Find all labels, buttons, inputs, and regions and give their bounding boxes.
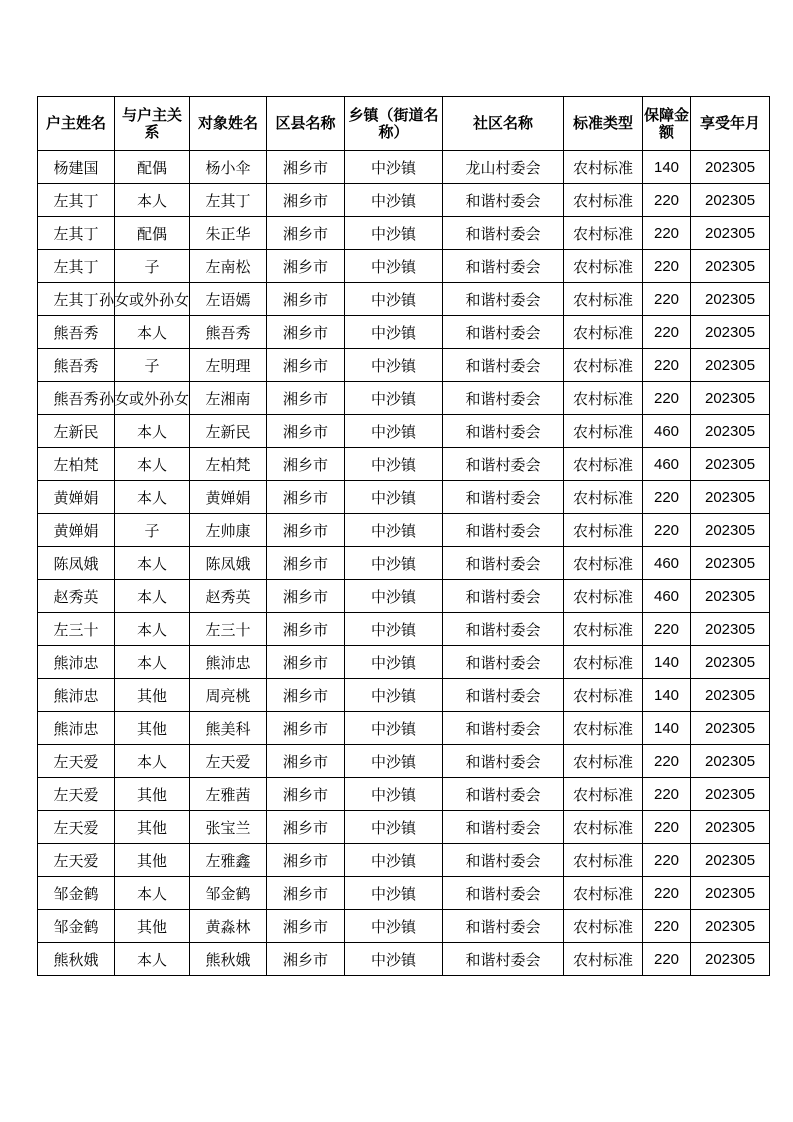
amount-cell: 220 [643, 283, 691, 316]
household-head-cell: 左天爱 [38, 745, 115, 778]
amount-cell: 220 [643, 514, 691, 547]
county-cell: 湘乡市 [267, 877, 345, 910]
county-cell: 湘乡市 [267, 613, 345, 646]
relation-text: 孙女或外孙女 [99, 389, 190, 408]
community-cell: 和谐村委会 [443, 646, 564, 679]
table-row [38, 679, 770, 712]
amount-cell: 140 [643, 679, 691, 712]
town-cell: 中沙镇 [345, 217, 443, 250]
community-cell: 和谐村委会 [443, 283, 564, 316]
county-cell: 湘乡市 [267, 415, 345, 448]
relation-cell: 本人 [115, 481, 190, 514]
county-cell: 湘乡市 [267, 250, 345, 283]
relation-cell: 本人 [115, 448, 190, 481]
standard-type-cell: 农村标准 [564, 514, 643, 547]
amount-cell: 460 [643, 580, 691, 613]
recipient-cell: 杨小伞 [190, 151, 267, 184]
table-row [38, 910, 770, 943]
header-amount: 保障金额 [643, 97, 691, 151]
town-cell: 中沙镇 [345, 646, 443, 679]
household-head-cell: 左柏梵 [38, 448, 115, 481]
amount-cell: 220 [643, 316, 691, 349]
standard-type-cell: 农村标准 [564, 580, 643, 613]
household-head-cell: 左其丁 [38, 217, 115, 250]
period-cell: 202305 [691, 151, 770, 184]
recipient-cell: 左明理 [190, 349, 267, 382]
household-head-cell: 熊吾秀 [38, 316, 115, 349]
community-cell: 和谐村委会 [443, 580, 564, 613]
table-row [38, 646, 770, 679]
household-head-cell: 熊吾秀 [38, 382, 115, 415]
town-cell: 中沙镇 [345, 844, 443, 877]
household-head-cell: 陈凤娥 [38, 547, 115, 580]
header-standard-type: 标准类型 [564, 97, 643, 151]
amount-cell: 220 [643, 844, 691, 877]
county-cell: 湘乡市 [267, 349, 345, 382]
town-cell: 中沙镇 [345, 415, 443, 448]
community-cell: 和谐村委会 [443, 877, 564, 910]
county-cell: 湘乡市 [267, 811, 345, 844]
standard-type-cell: 农村标准 [564, 448, 643, 481]
table-row [38, 151, 770, 184]
period-cell: 202305 [691, 547, 770, 580]
county-cell: 湘乡市 [267, 481, 345, 514]
recipient-cell: 熊美科 [190, 712, 267, 745]
standard-type-cell: 农村标准 [564, 382, 643, 415]
household-head-cell: 左其丁 [38, 250, 115, 283]
recipient-cell: 熊吾秀 [190, 316, 267, 349]
amount-cell: 460 [643, 415, 691, 448]
county-cell: 湘乡市 [267, 844, 345, 877]
town-cell: 中沙镇 [345, 316, 443, 349]
header-period: 享受年月 [691, 97, 770, 151]
period-cell: 202305 [691, 514, 770, 547]
county-cell: 湘乡市 [267, 943, 345, 976]
town-cell: 中沙镇 [345, 745, 443, 778]
community-cell: 和谐村委会 [443, 415, 564, 448]
standard-type-cell: 农村标准 [564, 547, 643, 580]
recipient-cell: 陈凤娥 [190, 547, 267, 580]
recipient-cell: 左帅康 [190, 514, 267, 547]
town-cell: 中沙镇 [345, 349, 443, 382]
community-cell: 和谐村委会 [443, 184, 564, 217]
table-row [38, 943, 770, 976]
household-head-cell: 左其丁 [38, 184, 115, 217]
header-recipient: 对象姓名 [190, 97, 267, 151]
header-row [38, 97, 770, 151]
relation-cell: 本人 [115, 877, 190, 910]
standard-type-cell: 农村标准 [564, 481, 643, 514]
recipient-cell: 熊秋娥 [190, 943, 267, 976]
standard-type-cell: 农村标准 [564, 745, 643, 778]
community-cell: 和谐村委会 [443, 910, 564, 943]
town-cell: 中沙镇 [345, 283, 443, 316]
town-cell: 中沙镇 [345, 481, 443, 514]
town-cell: 中沙镇 [345, 811, 443, 844]
recipient-cell: 黄淼林 [190, 910, 267, 943]
period-cell: 202305 [691, 349, 770, 382]
period-cell: 202305 [691, 250, 770, 283]
community-cell: 和谐村委会 [443, 514, 564, 547]
table-row [38, 547, 770, 580]
table-row [38, 349, 770, 382]
relation-cell: 其他 [115, 910, 190, 943]
household-head-cell: 左天爱 [38, 778, 115, 811]
relation-cell: 其他 [115, 679, 190, 712]
table-row [38, 415, 770, 448]
town-cell: 中沙镇 [345, 547, 443, 580]
community-cell: 和谐村委会 [443, 481, 564, 514]
county-cell: 湘乡市 [267, 382, 345, 415]
town-cell: 中沙镇 [345, 778, 443, 811]
town-cell: 中沙镇 [345, 613, 443, 646]
community-cell: 和谐村委会 [443, 712, 564, 745]
standard-type-cell: 农村标准 [564, 910, 643, 943]
table-body [38, 151, 770, 976]
community-cell: 和谐村委会 [443, 613, 564, 646]
header-relation: 与户主关系 [115, 97, 190, 151]
relation-cell: 配偶 [115, 217, 190, 250]
county-cell: 湘乡市 [267, 448, 345, 481]
household-head-cell: 黄婵娟 [38, 481, 115, 514]
community-cell: 和谐村委会 [443, 316, 564, 349]
recipient-cell: 黄婵娟 [190, 481, 267, 514]
amount-cell: 220 [643, 745, 691, 778]
community-cell: 龙山村委会 [443, 151, 564, 184]
period-cell: 202305 [691, 844, 770, 877]
recipient-cell: 熊沛忠 [190, 646, 267, 679]
county-cell: 湘乡市 [267, 745, 345, 778]
relation-text: 孙女或外孙女 [99, 290, 190, 309]
standard-type-cell: 农村标准 [564, 283, 643, 316]
town-cell: 中沙镇 [345, 877, 443, 910]
period-cell: 202305 [691, 646, 770, 679]
period-cell: 202305 [691, 679, 770, 712]
period-cell: 202305 [691, 910, 770, 943]
community-cell: 和谐村委会 [443, 745, 564, 778]
relation-cell: 子 [115, 250, 190, 283]
table-row [38, 481, 770, 514]
amount-cell: 140 [643, 151, 691, 184]
period-cell: 202305 [691, 448, 770, 481]
standard-type-cell: 农村标准 [564, 184, 643, 217]
town-cell: 中沙镇 [345, 712, 443, 745]
amount-cell: 220 [643, 184, 691, 217]
town-cell: 中沙镇 [345, 250, 443, 283]
town-cell: 中沙镇 [345, 679, 443, 712]
county-cell: 湘乡市 [267, 184, 345, 217]
table-row [38, 844, 770, 877]
period-cell: 202305 [691, 481, 770, 514]
table-row [38, 778, 770, 811]
community-cell: 和谐村委会 [443, 217, 564, 250]
relation-cell: 配偶 [115, 151, 190, 184]
relation-cell: 本人 [115, 646, 190, 679]
amount-cell: 220 [643, 778, 691, 811]
standard-type-cell: 农村标准 [564, 778, 643, 811]
county-cell: 湘乡市 [267, 910, 345, 943]
town-cell: 中沙镇 [345, 943, 443, 976]
amount-cell: 220 [643, 349, 691, 382]
town-cell: 中沙镇 [345, 382, 443, 415]
recipient-cell: 左湘南 [190, 382, 267, 415]
period-cell: 202305 [691, 877, 770, 910]
table-row [38, 712, 770, 745]
amount-cell: 140 [643, 646, 691, 679]
county-cell: 湘乡市 [267, 514, 345, 547]
amount-cell: 220 [643, 613, 691, 646]
period-cell: 202305 [691, 778, 770, 811]
town-cell: 中沙镇 [345, 514, 443, 547]
table-row [38, 613, 770, 646]
household-head-cell: 邹金鹤 [38, 877, 115, 910]
household-head-cell: 熊沛忠 [38, 646, 115, 679]
period-cell: 202305 [691, 415, 770, 448]
amount-cell: 460 [643, 448, 691, 481]
amount-cell: 220 [643, 877, 691, 910]
amount-cell: 220 [643, 910, 691, 943]
county-cell: 湘乡市 [267, 646, 345, 679]
period-cell: 202305 [691, 613, 770, 646]
community-cell: 和谐村委会 [443, 943, 564, 976]
town-cell: 中沙镇 [345, 580, 443, 613]
county-cell: 湘乡市 [267, 679, 345, 712]
county-cell: 湘乡市 [267, 778, 345, 811]
standard-type-cell: 农村标准 [564, 844, 643, 877]
relation-cell: 本人 [115, 547, 190, 580]
county-cell: 湘乡市 [267, 283, 345, 316]
header-county: 区县名称 [267, 97, 345, 151]
standard-type-cell: 农村标准 [564, 943, 643, 976]
period-cell: 202305 [691, 283, 770, 316]
relation-cell: 子 [115, 349, 190, 382]
amount-cell: 460 [643, 547, 691, 580]
relation-cell: 本人 [115, 613, 190, 646]
table-row [38, 811, 770, 844]
town-cell: 中沙镇 [345, 151, 443, 184]
recipient-cell: 左三十 [190, 613, 267, 646]
community-cell: 和谐村委会 [443, 382, 564, 415]
household-head-cell: 熊秋娥 [38, 943, 115, 976]
relation-cell: 本人 [115, 184, 190, 217]
recipient-cell: 左南松 [190, 250, 267, 283]
table-row [38, 283, 770, 316]
amount-cell: 220 [643, 217, 691, 250]
period-cell: 202305 [691, 745, 770, 778]
relation-cell: 本人 [115, 580, 190, 613]
community-cell: 和谐村委会 [443, 349, 564, 382]
table-row [38, 184, 770, 217]
amount-cell: 220 [643, 811, 691, 844]
recipient-cell: 周亮桃 [190, 679, 267, 712]
community-cell: 和谐村委会 [443, 547, 564, 580]
period-cell: 202305 [691, 316, 770, 349]
relation-cell: 本人 [115, 316, 190, 349]
relation-cell [99, 283, 190, 316]
household-head-cell: 熊吾秀 [38, 349, 115, 382]
table-row [38, 877, 770, 910]
header-community: 社区名称 [443, 97, 564, 151]
recipient-cell: 邹金鹤 [190, 877, 267, 910]
town-cell: 中沙镇 [345, 184, 443, 217]
standard-type-cell: 农村标准 [564, 349, 643, 382]
household-head-cell: 熊沛忠 [38, 679, 115, 712]
header-household-head: 户主姓名 [38, 97, 115, 151]
relation-cell: 本人 [115, 415, 190, 448]
period-cell: 202305 [691, 943, 770, 976]
subsidy-table [37, 96, 770, 976]
standard-type-cell: 农村标准 [564, 679, 643, 712]
amount-cell: 220 [643, 481, 691, 514]
recipient-cell: 左雅茜 [190, 778, 267, 811]
period-cell: 202305 [691, 217, 770, 250]
household-head-cell: 黄婵娟 [38, 514, 115, 547]
standard-type-cell: 农村标准 [564, 613, 643, 646]
table-row [38, 382, 770, 415]
standard-type-cell: 农村标准 [564, 877, 643, 910]
relation-cell: 本人 [115, 745, 190, 778]
period-cell: 202305 [691, 382, 770, 415]
header-town: 乡镇（街道名称） [345, 97, 443, 151]
household-head-cell: 左其丁 [38, 283, 115, 316]
recipient-cell: 左天爱 [190, 745, 267, 778]
household-head-cell: 左新民 [38, 415, 115, 448]
community-cell: 和谐村委会 [443, 811, 564, 844]
community-cell: 和谐村委会 [443, 250, 564, 283]
recipient-cell: 左其丁 [190, 184, 267, 217]
table-row [38, 514, 770, 547]
household-head-cell: 赵秀英 [38, 580, 115, 613]
community-cell: 和谐村委会 [443, 778, 564, 811]
relation-cell: 其他 [115, 778, 190, 811]
amount-cell: 220 [643, 382, 691, 415]
standard-type-cell: 农村标准 [564, 250, 643, 283]
town-cell: 中沙镇 [345, 910, 443, 943]
table-row [38, 448, 770, 481]
table-row [38, 316, 770, 349]
relation-cell: 子 [115, 514, 190, 547]
household-head-cell: 熊沛忠 [38, 712, 115, 745]
period-cell: 202305 [691, 580, 770, 613]
community-cell: 和谐村委会 [443, 679, 564, 712]
county-cell: 湘乡市 [267, 316, 345, 349]
standard-type-cell: 农村标准 [564, 217, 643, 250]
standard-type-cell: 农村标准 [564, 316, 643, 349]
table-row [38, 250, 770, 283]
period-cell: 202305 [691, 811, 770, 844]
community-cell: 和谐村委会 [443, 448, 564, 481]
standard-type-cell: 农村标准 [564, 646, 643, 679]
household-head-cell: 左天爱 [38, 811, 115, 844]
household-head-cell: 邹金鹤 [38, 910, 115, 943]
household-head-cell: 杨建国 [38, 151, 115, 184]
county-cell: 湘乡市 [267, 217, 345, 250]
relation-cell [99, 382, 190, 415]
relation-cell: 其他 [115, 844, 190, 877]
recipient-cell: 左柏梵 [190, 448, 267, 481]
table-row [38, 745, 770, 778]
county-cell: 湘乡市 [267, 712, 345, 745]
relation-cell: 本人 [115, 943, 190, 976]
county-cell: 湘乡市 [267, 580, 345, 613]
household-head-cell: 左天爱 [38, 844, 115, 877]
town-cell: 中沙镇 [345, 448, 443, 481]
table-row [38, 580, 770, 613]
recipient-cell: 张宝兰 [190, 811, 267, 844]
county-cell: 湘乡市 [267, 151, 345, 184]
table-row [38, 217, 770, 250]
relation-cell: 其他 [115, 712, 190, 745]
amount-cell: 220 [643, 943, 691, 976]
recipient-cell: 左新民 [190, 415, 267, 448]
standard-type-cell: 农村标准 [564, 811, 643, 844]
relation-cell: 其他 [115, 811, 190, 844]
household-head-cell: 左三十 [38, 613, 115, 646]
recipient-cell: 左雅鑫 [190, 844, 267, 877]
county-cell: 湘乡市 [267, 547, 345, 580]
recipient-cell: 赵秀英 [190, 580, 267, 613]
recipient-cell: 朱正华 [190, 217, 267, 250]
amount-cell: 220 [643, 250, 691, 283]
recipient-cell: 左语嫣 [190, 283, 267, 316]
standard-type-cell: 农村标准 [564, 151, 643, 184]
standard-type-cell: 农村标准 [564, 712, 643, 745]
community-cell: 和谐村委会 [443, 844, 564, 877]
period-cell: 202305 [691, 712, 770, 745]
standard-type-cell: 农村标准 [564, 415, 643, 448]
amount-cell: 140 [643, 712, 691, 745]
period-cell: 202305 [691, 184, 770, 217]
